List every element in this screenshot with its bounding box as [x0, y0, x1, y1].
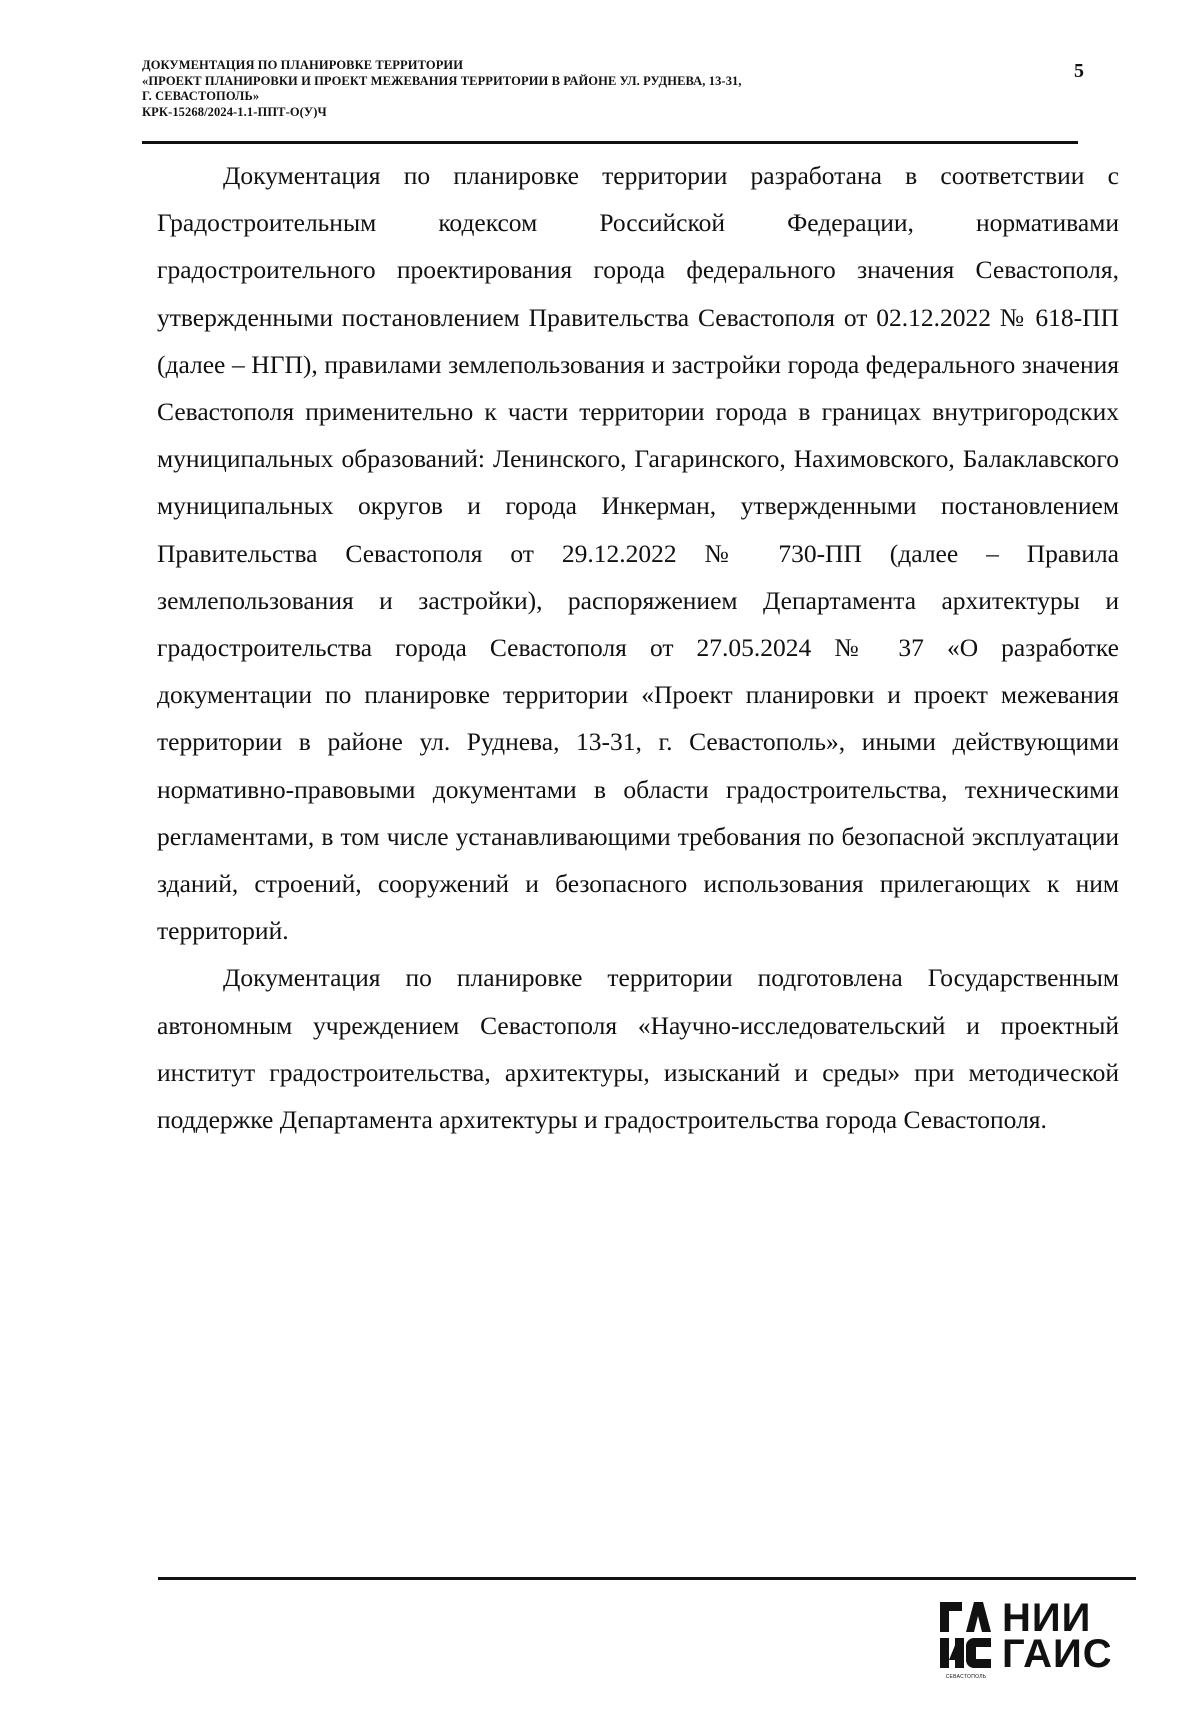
logo-wordmark: [1002, 1596, 1113, 1676]
header-title-line2: «ПРОЕКТ ПЛАНИРОВКИ И ПРОЕКТ МЕЖЕВАНИЯ ТЕРРИТОРИИ В РАЙОНЕ УЛ. РУДНЕВА, 13-31,: [142, 73, 742, 88]
document-body: [157, 152, 1119, 1143]
page-number: 5: [1074, 60, 1084, 82]
logo-subtitle: СЕВАСТОПОЛЬ: [945, 1674, 987, 1680]
logo-wordmark-line2: ГАИС: [1002, 1632, 1113, 1676]
document-header: [142, 58, 1062, 120]
header-document-code: КРК-15268/2024-1.1-ППТ-О(У)Ч: [142, 104, 327, 119]
paragraph-2: Документация по планировке территории подготовлена Государственным автономным учреждением Севастополя «Научно-исследовательский и проектный институт градостроительства, архитектуры, изысканий и среды» при методической поддержке Департамента архитектуры и градостроительства города Севастополя.: [157, 963, 1119, 1135]
niigais-logo: [938, 1596, 1116, 1692]
header-title-line3: Г. СЕВАСТОПОЛЬ»: [142, 89, 260, 103]
paragraph-1: Документация по планировке территории разработана в соответствии с Градостроительным кодексом Российской Федерации, нормативами градостроительного проектирования города федерального значения Севастополя, утвержденными постановлением Правительства Севастополя от 02.12.2022 № 618-ПП (далее – НГП), правилами землепользования и застройки города федерального значения Севастополя применительно к части территории города в границах внутригородских муниципальных образований: Ленинского, Гагаринского, Нахимовского, Балаклавского муниципальных округов и города Инкерман, утвержденными постановлением Правительства Севастополя от 29.12.2022 № 730-ПП (далее – Правила землепользования и застройки), распоряжением Департамента архитектуры и градостроительства города Севастополя от 27.05.2024 № 37 «О разработке документации по планировке территории «Проект планировки и проект межевания территории в районе ул. Руднева, 13-31, г. Севастополь», иными действующими нормативно-правовыми документами в области градостроительства, техническими регламентами, в том числе устанавливающими требования по безопасной эксплуатации зданий, строений, сооружений и безопасного использования прилегающих к ним территорий.: [157, 161, 1119, 946]
header-title-line1: ДОКУМЕНТАЦИЯ ПО ПЛАНИРОВКЕ ТЕРРИТОРИИ: [142, 58, 464, 72]
footer-divider: [158, 1577, 1136, 1580]
header-divider: [142, 141, 1078, 144]
logo-wordmark-line1: НИИ: [1002, 1596, 1092, 1640]
gais-logo-mark-icon: [938, 1600, 992, 1670]
